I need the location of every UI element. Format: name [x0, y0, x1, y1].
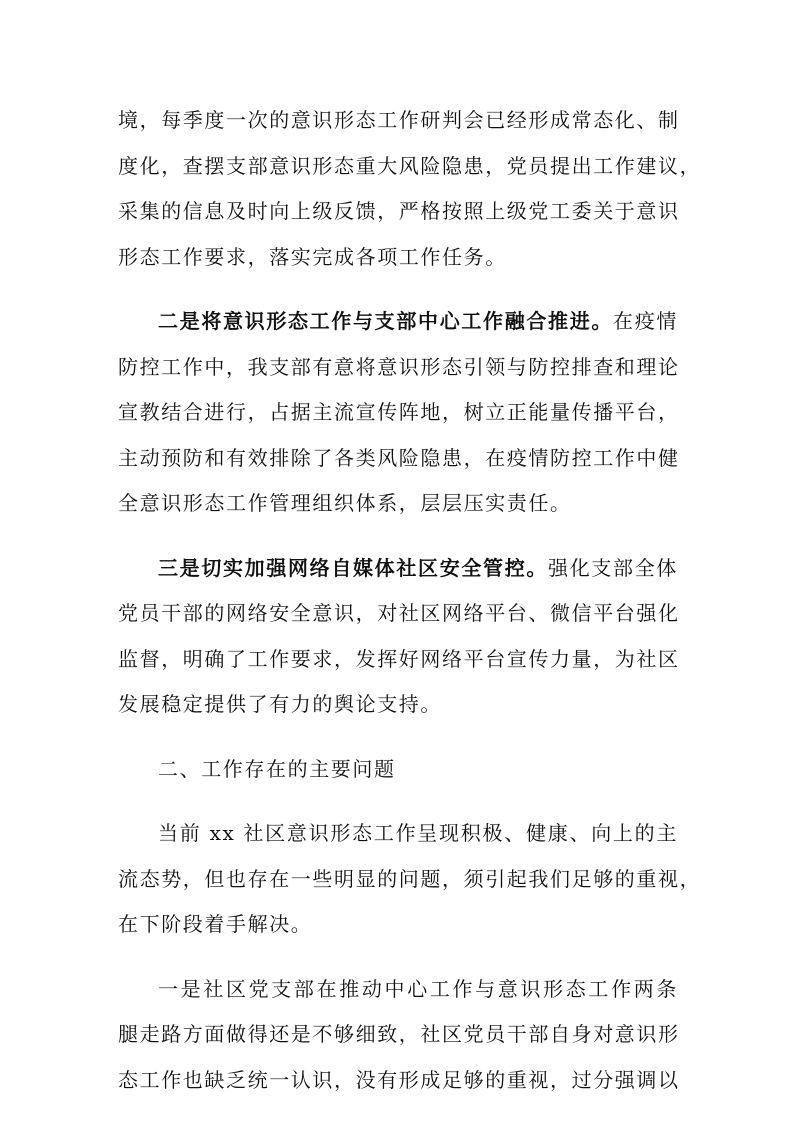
- text-line: 在下阶段着手解决。: [118, 912, 313, 936]
- text-fragment: 在疫情: [613, 309, 678, 333]
- text-line: 采集的信息及时向上级反馈，严格按照上级党工委关于意识: [118, 199, 680, 223]
- document-body: [118, 98, 702, 1103]
- text-line: 防控工作中，我支部有意将意识形态引领与防控排查和理论: [118, 354, 680, 379]
- text-line: 境，每季度一次的意识形态工作研判会已经形成常态化、制: [118, 108, 680, 132]
- paragraph-lead: 三是切实加强网络自媒体社区安全管控。: [158, 555, 549, 580]
- text-line: 监督，明确了工作要求，发挥好网络平台宣传力量，为社区: [118, 646, 680, 671]
- text-line: 腿走路方面做得还是不够细致，社区党员干部自身对意识形: [118, 1022, 680, 1046]
- text-line: 形态工作要求，落实完成各项工作任务。: [118, 244, 507, 269]
- paragraph-2: [118, 299, 678, 527]
- text-line: 全意识形态工作管理组织体系，层层压实责任。: [118, 491, 572, 515]
- heading-text: 二、工作存在的主要问题: [158, 756, 396, 781]
- paragraph-4: [118, 811, 702, 948]
- paragraph-3: [118, 546, 678, 728]
- text-line: [118, 546, 678, 592]
- paragraph-1: [118, 98, 702, 280]
- text-line: 宣教结合进行，占据主流宣传阵地，树立正能量传播平台，: [118, 400, 680, 424]
- text-line: 当前 xx 社区意识形态工作呈现积极、健康、向上的主: [158, 821, 678, 845]
- text-line: 发展稳定提供了有力的舆论支持。: [118, 692, 442, 716]
- text-line: 主动预防和有效排除了各类风险隐患，在疫情防控工作中健: [118, 445, 680, 470]
- text-line: 流态势，但也存在一些明显的问题，须引起我们足够的重视，: [118, 866, 702, 891]
- text-line: 态工作也缺乏统一认识，没有形成足够的重视，过分强调以: [118, 1067, 680, 1092]
- paragraph-lead: 二是将意识形态工作与支部中心工作融合推进。: [158, 309, 614, 333]
- text-line: 度化，查摆支部意识形态重大风险隐患，党员提出工作建议，: [118, 153, 702, 178]
- section-heading: [118, 747, 678, 793]
- text-fragment: 强化支部全体: [548, 555, 678, 580]
- text-line: 党员干部的网络安全意识，对社区网络平台、微信平台强化: [118, 601, 680, 625]
- paragraph-5: [118, 967, 678, 1104]
- text-line: [118, 299, 678, 345]
- text-line: 一是社区党支部在推动中心工作与意识形态工作两条: [158, 976, 678, 1001]
